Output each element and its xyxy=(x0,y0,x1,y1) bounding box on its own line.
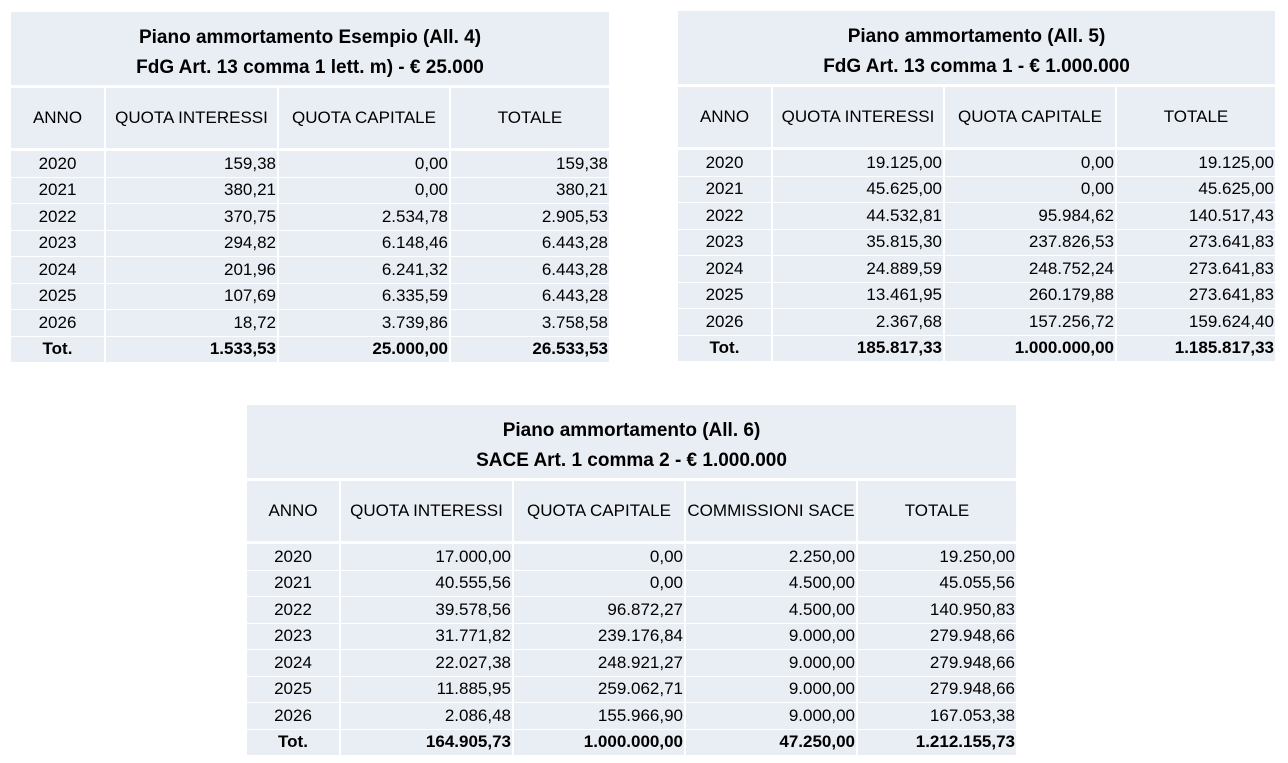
value-cell: 45.625,00 xyxy=(773,177,945,203)
year-cell: 2020 xyxy=(11,151,106,177)
total-label: Tot. xyxy=(11,337,106,363)
year-cell: 2022 xyxy=(247,597,341,623)
value-cell: 9.000,00 xyxy=(686,677,858,703)
col-header-quota-interessi: QUOTA INTERESSI xyxy=(773,87,945,147)
col-header-totale: TOTALE xyxy=(1117,87,1275,147)
value-cell: 239.176,84 xyxy=(514,624,686,650)
value-cell: 47.250,00 xyxy=(686,730,858,756)
year-cell: 2025 xyxy=(247,677,341,703)
table-title-line1: Piano ammortamento (All. 5) xyxy=(847,26,1106,47)
total-row xyxy=(247,730,1016,757)
table-row xyxy=(11,231,609,258)
col-header-totale: TOTALE xyxy=(858,481,1016,541)
year-cell: 2026 xyxy=(11,310,106,336)
value-cell: 380,21 xyxy=(106,178,279,204)
table-title xyxy=(247,405,1016,481)
amortization-table-all5 xyxy=(678,11,1275,362)
table-title xyxy=(11,12,609,88)
year-cell: 2022 xyxy=(678,203,773,229)
value-cell: 273.641,83 xyxy=(1117,256,1275,282)
year-cell: 2021 xyxy=(247,571,341,597)
value-cell: 35.815,30 xyxy=(773,230,945,256)
table-title-line2: SACE Art. 1 comma 2 - € 1.000.000 xyxy=(476,450,787,471)
year-cell: 2021 xyxy=(11,178,106,204)
value-cell: 1.000.000,00 xyxy=(514,730,686,756)
year-cell: 2025 xyxy=(678,283,773,309)
col-header-anno: ANNO xyxy=(11,88,106,148)
value-cell: 1.185.817,33 xyxy=(1117,336,1275,362)
value-cell: 0,00 xyxy=(514,571,686,597)
value-cell: 17.000,00 xyxy=(341,544,514,570)
value-cell: 0,00 xyxy=(279,151,451,177)
value-cell: 273.641,83 xyxy=(1117,283,1275,309)
value-cell: 6.241,32 xyxy=(279,257,451,283)
col-header-commissioni-sace: COMMISSIONI SACE xyxy=(686,481,858,541)
value-cell: 279.948,66 xyxy=(858,624,1016,650)
year-cell: 2026 xyxy=(678,309,773,335)
value-cell: 273.641,83 xyxy=(1117,230,1275,256)
value-cell: 2.905,53 xyxy=(451,204,609,230)
table-row xyxy=(11,310,609,337)
year-cell: 2024 xyxy=(678,256,773,282)
value-cell: 0,00 xyxy=(514,544,686,570)
value-cell: 259.062,71 xyxy=(514,677,686,703)
year-cell: 2024 xyxy=(247,650,341,676)
value-cell: 95.984,62 xyxy=(945,203,1117,229)
value-cell: 24.889,59 xyxy=(773,256,945,282)
total-row xyxy=(11,337,609,364)
table-row xyxy=(247,703,1016,730)
value-cell: 159.624,40 xyxy=(1117,309,1275,335)
year-cell: 2020 xyxy=(678,150,773,176)
col-header-totale: TOTALE xyxy=(451,88,609,148)
value-cell: 164.905,73 xyxy=(341,730,514,756)
col-header-quota-capitale: QUOTA CAPITALE xyxy=(279,88,451,148)
col-header-quota-capitale: QUOTA CAPITALE xyxy=(514,481,686,541)
value-cell: 2.534,78 xyxy=(279,204,451,230)
value-cell: 155.966,90 xyxy=(514,703,686,729)
value-cell: 1.533,53 xyxy=(106,337,279,363)
table-body xyxy=(247,544,1016,756)
total-label: Tot. xyxy=(678,336,773,362)
col-header-anno: ANNO xyxy=(247,481,341,541)
year-cell: 2020 xyxy=(247,544,341,570)
value-cell: 25.000,00 xyxy=(279,337,451,363)
value-cell: 6.443,28 xyxy=(451,284,609,310)
header-row xyxy=(678,87,1275,150)
value-cell: 201,96 xyxy=(106,257,279,283)
value-cell: 157.256,72 xyxy=(945,309,1117,335)
value-cell: 260.179,88 xyxy=(945,283,1117,309)
value-cell: 6.148,46 xyxy=(279,231,451,257)
total-label: Tot. xyxy=(247,730,341,756)
value-cell: 140.517,43 xyxy=(1117,203,1275,229)
value-cell: 279.948,66 xyxy=(858,677,1016,703)
year-cell: 2022 xyxy=(11,204,106,230)
value-cell: 13.461,95 xyxy=(773,283,945,309)
table-row xyxy=(678,309,1275,336)
table-row xyxy=(247,650,1016,677)
value-cell: 294,82 xyxy=(106,231,279,257)
value-cell: 26.533,53 xyxy=(451,337,609,363)
value-cell: 185.817,33 xyxy=(773,336,945,362)
table-row xyxy=(247,544,1016,571)
year-cell: 2025 xyxy=(11,284,106,310)
value-cell: 18,72 xyxy=(106,310,279,336)
value-cell: 0,00 xyxy=(945,177,1117,203)
table-row xyxy=(678,256,1275,283)
table-row xyxy=(678,177,1275,204)
table-row xyxy=(11,151,609,178)
value-cell: 2.367,68 xyxy=(773,309,945,335)
amortization-table-all6 xyxy=(247,405,1016,756)
value-cell: 4.500,00 xyxy=(686,597,858,623)
table-title-line1: Piano ammortamento Esempio (All. 4) xyxy=(138,27,482,48)
table-row xyxy=(678,203,1275,230)
amortization-table-all4 xyxy=(11,12,609,363)
value-cell: 4.500,00 xyxy=(686,571,858,597)
year-cell: 2024 xyxy=(11,257,106,283)
value-cell: 96.872,27 xyxy=(514,597,686,623)
year-cell: 2021 xyxy=(678,177,773,203)
table-row xyxy=(247,571,1016,598)
value-cell: 9.000,00 xyxy=(686,650,858,676)
value-cell: 45.055,56 xyxy=(858,571,1016,597)
value-cell: 380,21 xyxy=(451,178,609,204)
table-body xyxy=(11,151,609,363)
table-row xyxy=(247,597,1016,624)
col-header-quota-interessi: QUOTA INTERESSI xyxy=(341,481,514,541)
table-row xyxy=(11,204,609,231)
value-cell: 0,00 xyxy=(279,178,451,204)
table-row xyxy=(247,624,1016,651)
value-cell: 1.212.155,73 xyxy=(858,730,1016,756)
table-row xyxy=(678,230,1275,257)
year-cell: 2023 xyxy=(11,231,106,257)
value-cell: 107,69 xyxy=(106,284,279,310)
value-cell: 0,00 xyxy=(945,150,1117,176)
value-cell: 44.532,81 xyxy=(773,203,945,229)
value-cell: 39.578,56 xyxy=(341,597,514,623)
value-cell: 19.125,00 xyxy=(1117,150,1275,176)
value-cell: 6.443,28 xyxy=(451,257,609,283)
value-cell: 19.125,00 xyxy=(773,150,945,176)
value-cell: 159,38 xyxy=(106,151,279,177)
table-title xyxy=(678,11,1275,87)
value-cell: 167.053,38 xyxy=(858,703,1016,729)
value-cell: 237.826,53 xyxy=(945,230,1117,256)
table-row xyxy=(11,257,609,284)
year-cell: 2023 xyxy=(247,624,341,650)
table-row xyxy=(678,150,1275,177)
value-cell: 22.027,38 xyxy=(341,650,514,676)
value-cell: 11.885,95 xyxy=(341,677,514,703)
value-cell: 3.739,86 xyxy=(279,310,451,336)
value-cell: 40.555,56 xyxy=(341,571,514,597)
total-row xyxy=(678,336,1275,363)
table-row xyxy=(11,284,609,311)
value-cell: 9.000,00 xyxy=(686,624,858,650)
value-cell: 159,38 xyxy=(451,151,609,177)
value-cell: 31.771,82 xyxy=(341,624,514,650)
year-cell: 2023 xyxy=(678,230,773,256)
table-row xyxy=(247,677,1016,704)
header-row xyxy=(11,88,609,151)
value-cell: 19.250,00 xyxy=(858,544,1016,570)
value-cell: 2.250,00 xyxy=(686,544,858,570)
table-row xyxy=(678,283,1275,310)
value-cell: 140.950,83 xyxy=(858,597,1016,623)
year-cell: 2026 xyxy=(247,703,341,729)
table-title-line2: FdG Art. 13 comma 1 - € 1.000.000 xyxy=(823,56,1130,77)
col-header-anno: ANNO xyxy=(678,87,773,147)
value-cell: 6.443,28 xyxy=(451,231,609,257)
table-row xyxy=(11,178,609,205)
value-cell: 248.921,27 xyxy=(514,650,686,676)
table-body xyxy=(678,150,1275,362)
value-cell: 370,75 xyxy=(106,204,279,230)
value-cell: 6.335,59 xyxy=(279,284,451,310)
table-title-line2: FdG Art. 13 comma 1 lett. m) - € 25.000 xyxy=(136,57,484,78)
value-cell: 1.000.000,00 xyxy=(945,336,1117,362)
value-cell: 9.000,00 xyxy=(686,703,858,729)
value-cell: 3.758,58 xyxy=(451,310,609,336)
table-title-line1: Piano ammortamento (All. 6) xyxy=(502,420,761,441)
value-cell: 45.625,00 xyxy=(1117,177,1275,203)
value-cell: 248.752,24 xyxy=(945,256,1117,282)
col-header-quota-interessi: QUOTA INTERESSI xyxy=(106,88,279,148)
col-header-quota-capitale: QUOTA CAPITALE xyxy=(945,87,1117,147)
value-cell: 279.948,66 xyxy=(858,650,1016,676)
header-row xyxy=(247,481,1016,544)
value-cell: 2.086,48 xyxy=(341,703,514,729)
